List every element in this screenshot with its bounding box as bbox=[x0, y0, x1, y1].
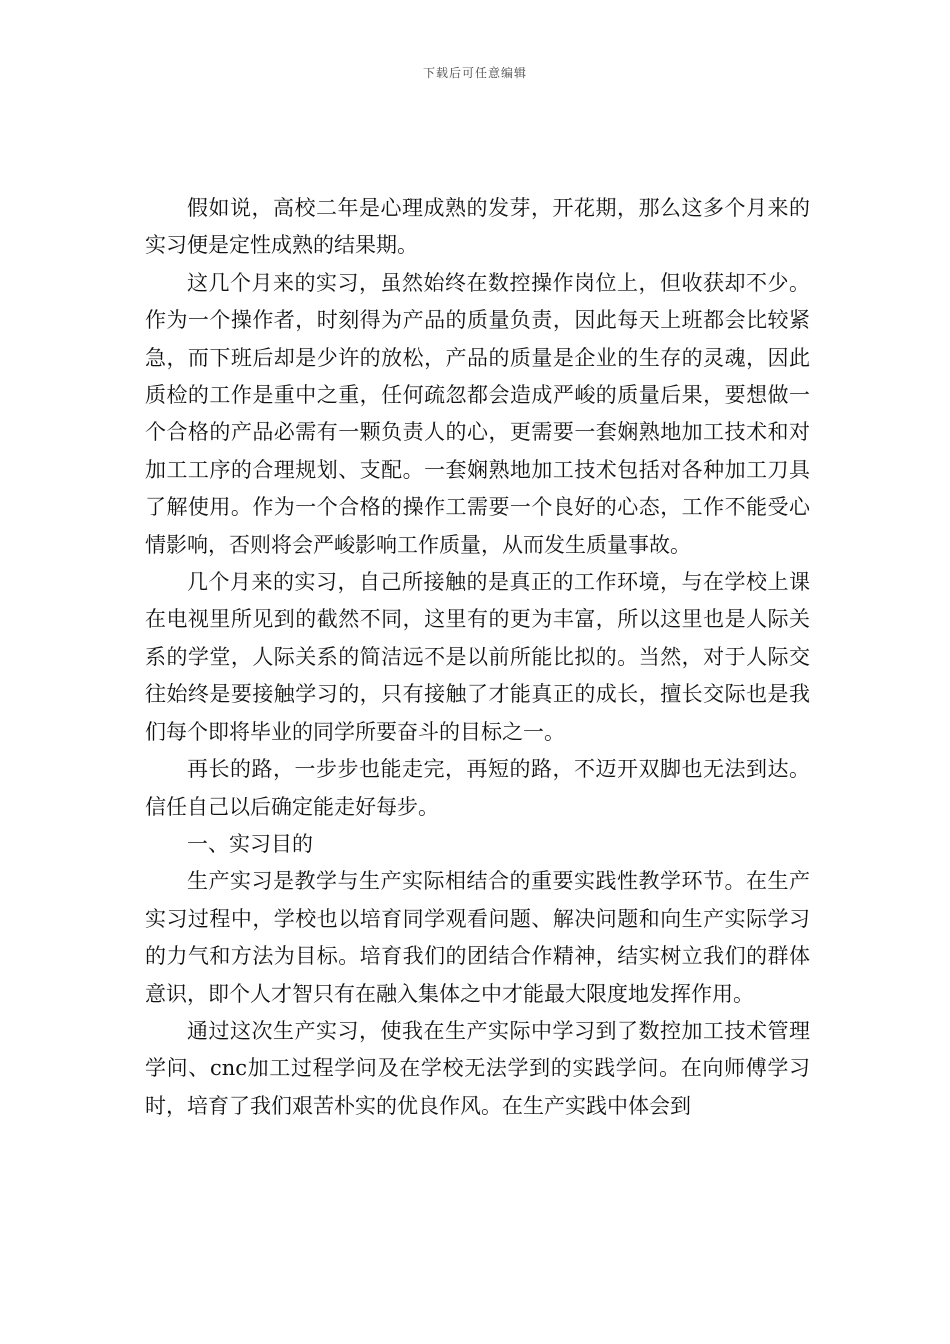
paragraph-3: 几个月来的实习，自己所接触的是真正的工作环境，与在学校上课在电视里所见到的截然不同，这里有的更为丰富，所以这里也是人际关系的学堂，人际关系的简洁远不是以前所能比拟的。当然，对于人际交往始终是要接触学习的，只有接触了才能真正的成长，擅长交际也是我们每个即将毕业的同学所要奋斗的目标之一。 bbox=[145, 570, 810, 744]
paragraph-2: 这几个月来的实习，虽然始终在数控操作岗位上，但收获却不少。作为一个操作者，时刻得为产品的质量负责，因此每天上班都会比较紧急，而下班后却是少许的放松，产品的质量是企业的生存的灵魂，因此质检的工作是重中之重，任何疏忽都会造成严峻的质量后果，要想做一个合格的产品必需有一颗负责人的心，更需要一套娴熟地加工技术和对加工工序的合理规划、支配。一套娴熟地加工技术包括对各种加工刀具了解使用。作为一个合格的操作工需要一个良好的心态，工作不能受心情影响，否则将会严峻影响工作质量，从而发生质量事故。 bbox=[145, 270, 810, 557]
paragraph-1: 假如说，高校二年是心理成熟的发芽，开花期，那么这多个月来的实习便是定性成熟的结果期。 bbox=[145, 196, 810, 258]
paragraph-6: 通过这次生产实习，使我在生产实际中学习到了数控加工技术管理学问、cnc加工过程学问及在学校无法学到的实践学问。在向师傅学习时，培育了我们艰苦朴实的优良作风。在生产实践中体会到 bbox=[145, 1018, 810, 1118]
section-heading-internship-purpose: 一、实习目的 bbox=[187, 831, 313, 856]
document-body bbox=[145, 190, 810, 1125]
page-header: 下载后可任意编辑 bbox=[422, 66, 527, 80]
paragraph-4: 再长的路，一步步也能走完，再短的路，不迈开双脚也无法到达。信任自己以后确定能走好每步。 bbox=[145, 757, 810, 819]
paragraph-5: 生产实习是教学与生产实际相结合的重要实践性教学环节。在生产实习过程中，学校也以培育同学观看问题、解决问题和向生产实际学习的力气和方法为目标。培育我们的团结合作精神，结实树立我们的群体意识，即个人才智只有在融入集体之中才能最大限度地发挥作用。 bbox=[145, 869, 810, 1006]
